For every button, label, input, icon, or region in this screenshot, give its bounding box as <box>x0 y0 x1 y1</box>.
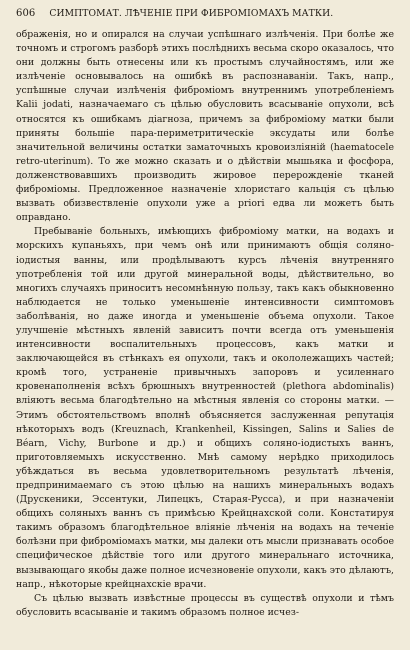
running-title: СИМПТОМАТ. ЛѢЧЕНІЕ ПРИ ФИБРОМІОМАХЪ МАТКИ. <box>49 8 334 19</box>
paragraph-2: Пребываніе больныхъ, имѣющихъ фибромiому матки, на водахъ и морскихъ купаньяхъ, при чемъ онѣ или принимаютъ общія соляно-іодистыя ванны, или продѣлываютъ курсъ лѣченія внутренняго употребленія той или другой минеральной воды, дѣйствительно, во многихъ случаяхъ приноситъ несомнѣнную пользу, такъ какъ обыкновенно наблюдается не только уменьшеніе интенсивности симптомовъ заболѣванія, но даже иногда и уменьшеніе объема опухоли. Такое улучшеніе мѣстныхъ явленій зависитъ почти всегда отъ уменьшенія интенсивности воспалительныхъ процессовъ, какъ матки и заключающейся въ стѣнкахъ ея опухоли, такъ и окололежащихъ частей; кромѣ того, устраненіе привычныхъ запоровъ и усиленнаго кровенаполненія всѣхъ брюшныхъ внутренностей (plethora abdominalis) вліяютъ весьма благодѣтельно на мѣстныя явленія со стороны матки. — Этимъ обстоятельствомъ вполнѣ объясняется заслуженная репутація нѣкоторыхъ водъ (Kreuznach, Krankenheil, Kissingen, Salins и Salies de Béarn, Vichy, Burbone и др.) и общихъ соляно-іодистыхъ ваннъ, приготовляемыхъ искусственно. Мнѣ самому нерѣдко приходилось убѣждаться въ весьма удовлетворительномъ результатѣ лѣченія, предпринимаемаго съ этою цѣлью на нашихъ минеральныхъ водахъ (Друскеники, Эссентуки, Липецкъ, Старая-Русса), и при назначеніи общихъ соляныхъ ваннъ съ примѣсью Крейцнахской соли. Констатируя такимъ образомъ благодѣтельное вліяніе лѣченія на водахъ на теченіе болѣзни при фибромiомахъ матки, мы далеки отъ мысли признавать особое специфическое дѣйствіе того или другого минеральнаго источника, вызывающаго якобы даже полное исчезновеніе опухоли, какъ это дѣлаютъ, напр., нѣкоторые крейцнахскіе врачи. <box>16 226 394 590</box>
paragraph-3: Съ цѣлью вызвать извѣстные процессы въ существѣ опухоли и тѣмъ обусловить всасываніе и такимъ образомъ полное исчез- <box>16 592 394 618</box>
body-text <box>16 28 394 620</box>
page-number: 606 <box>16 8 36 19</box>
paragraph-1: ображенія, но и опирался на случаи успѣшнаго излѣченія. При болѣе же точномъ и строгомъ разборѣ этихъ послѣднихъ весьма скоро оказалось, что они должны быть отнесены или къ простымъ случайностямъ, или же излѣченіе основывалось на ошибкѣ въ распознаваніи. Такъ, напр., успѣшные случаи излѣченія фибромiомъ внутреннимъ употребленіемъ Kalii jodati, назначаемаго съ цѣлью обусловить всасываніе опухоли, всѣ относятся къ ошибкамъ діагноза, причемъ за фибромiому матки были приняты большіе пара-периметритическіе эксудаты или болѣе значительной величины остатки заматочныхъ кровоизліяній (haematocele retro-uterinum). То же можно сказать и о дѣйствіи мышьяка и фосфора, долженствовавшихъ производить жировое перерожденіе тканей фибромiомы. Предложенное назначеніе хлористаго кальція съ цѣлью вызвать обизвествленіе опухоли уже a priori едва ли можетъ быть оправдано. <box>16 29 394 224</box>
page-header <box>16 8 394 24</box>
